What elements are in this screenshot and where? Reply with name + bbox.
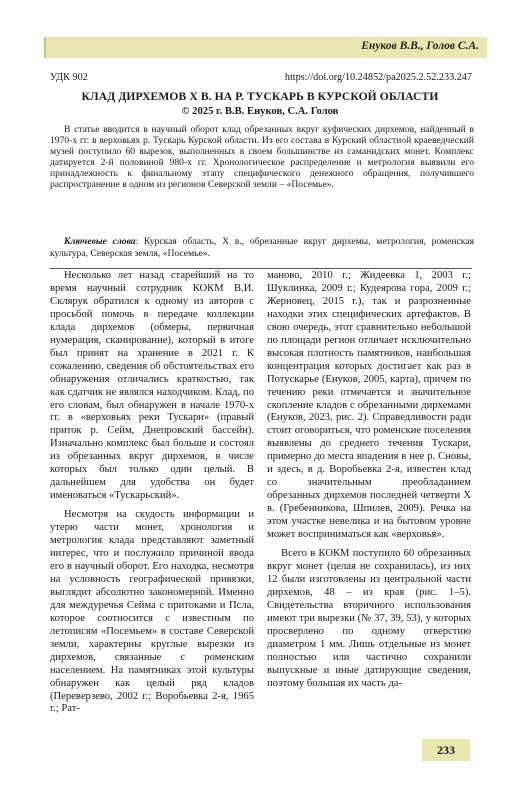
- paragraph: Несколько лет назад старейший на то время научный сотрудник КОКМ В.И. Склярук обратился к одному из авторов с просьбой помочь в передаче коллекции клада дирхемов (обмеры, первичная нумерация, сканирование), который в итоге был принят на хранение в 2021 г. К сожалению, сведения об обстоятельствах его обнаружения отличались краткостью, так как сдатчик не являлся находчиком. Клад, по его словам, был обнаружен в начале 1970-х гг. в «верховьях реки Тускари» (правый приток р. Сейм, Днепровский бассейн). Изначально комплекс был больше и состоял из обрезанных вкруг дирхемов, в числе которых был только один целый. В дальнейшем для удобства он будет именоваться «Тускарьский».: [50, 270, 254, 502]
- page-number: 233: [422, 739, 470, 761]
- body-column-right: [267, 270, 471, 691]
- paragraph: Всего в КОКМ поступило 60 обрезанных вкруг монет (целая не сохранилась), из них 12 были изготовлены из центральной части дирхемов, 48 – из края (рис. 1–5). Свидетельства вторичного использования имеют три вырезки (№ 37, 39, 53), у которых просверлено по одному отверстию диаметром 1 мм. Лишь отдельные из монет полностью или частично сохранили выпускные и иные датирующие сведения, поэтому большая их часть да-: [267, 548, 471, 689]
- abstract: В статье вводится в научный оборот клад обрезанных вкруг куфических дирхемов, найденный в 1970-х гг. в верховьях р. Тускарь Курской области. Из его состава в Курский областной краеведческий музей поступило 60 вырезок, выполненных в своем большинстве из саманидских монет. Комплекс датируется 2-й половиной 980-х гг. Хронологическое распределение и метрология выявили его принадлежность к финальному этапу специфического денежного обращения, получившего распространение в одном из регионов Северской земли – «Посемье».: [50, 124, 474, 190]
- running-header-band: [44, 37, 487, 58]
- doi-link[interactable]: https://doi.org/10.24852/pa2025.2.52.233.247: [284, 72, 472, 83]
- article-title: КЛАД ДИРХЕМОВ X В. НА Р. ТУСКАРЬ В КУРСКОЙ ОБЛАСТИ: [81, 90, 439, 103]
- paragraph: маново, 2010 г.; Жидеевка 1, 2003 г.; Шуклинка, 2009 г.; Кудеярова гора, 2009 г.; Жерновец, 2015 г.), так и разрозненные находки этих специфических артефактов. В свою очередь, этот сравнительно небольшой по площади регион отличает исключительно высокая плотность памятников, наибольшая концентрация которых достигает как раз в Потускарье (Енуков, 2005, карта), причем по течению реки отмечается и значительное скопление кладов с обрезанными дирхемами (Енуков, 2023, рис. 2). Справедливости ради стоит оговориться, что роменские поселения выявлены до среднего течения Тускари, примерно до места впадения в нее р. Сновы, и здесь, в д. Воробьевка 2-я, известен клад со значительным преобладанием обрезанных дирхемов последней четверти X в. (Гребенникова, Шпилев, 2009). Речка на этом участке невелика и на бытовом уровне может восприниматься как «верховья».: [267, 270, 471, 541]
- copyright-line: © 2025 г. В.В. Енуков, С.А. Голов: [181, 106, 339, 117]
- paragraph: Несмотря на скудость информации и утерю части монет, хронология и метрология клада представляют заметный интерес, что и послужило причиной ввода его в научный оборот. Его находка, несмотря на условность географической привязки, выглядит абсолютно закономерной. Именно для междуречья Сейма с притоками и Псла, которое соотносится с известным по летописям «Посемьем» в составе Северской земли, характерны круглые вырезки из дирхемов, связанные с роменским населением. На памятниках этой культуры обнаружен как целый ряд кладов (Переверзево, 2002 г.; Воробьевка 2-я, 1965 г.; Рат-: [50, 509, 254, 715]
- meta-row: [50, 72, 472, 83]
- divider: [50, 268, 472, 269]
- keywords: [50, 236, 474, 259]
- running-header-authors: Енуков В.В., Голов С.А.: [361, 40, 479, 52]
- keywords-label: Ключевые слова: [64, 236, 136, 247]
- udk-code: УДК 902: [50, 72, 88, 83]
- body-column-left: [50, 270, 254, 716]
- keywords-list: : Курская область, X в., обрезанные вкруг дирхемы, метрология, роменская культура, Северская земля, «Посемье».: [50, 236, 474, 259]
